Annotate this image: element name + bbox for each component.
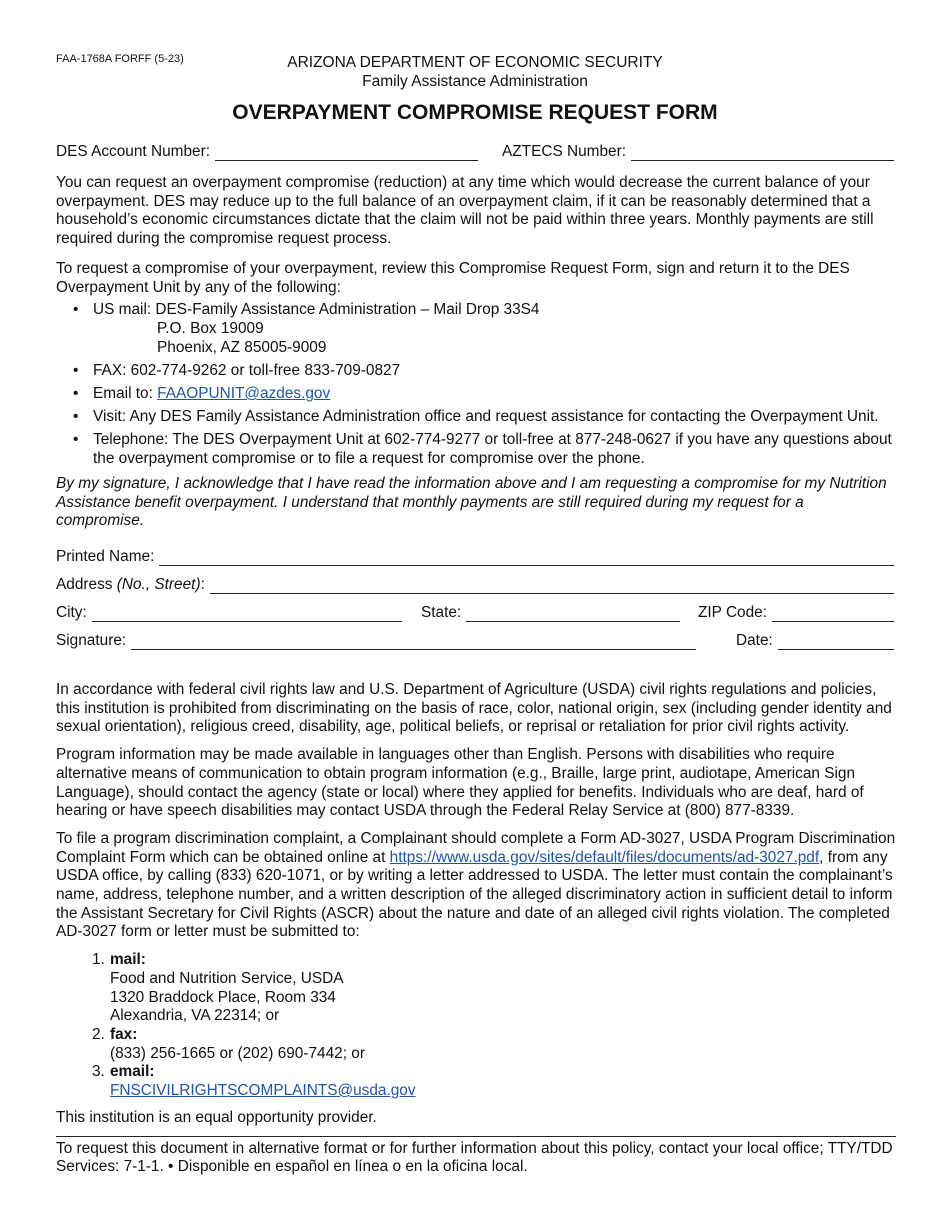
list-item-mail: 1. mail: Food and Nutrition Service, USDA 1320 Braddock Place, Room 334 Alexandria, VA 22314; or: [92, 951, 344, 1025]
address-field[interactable]: [56, 576, 894, 594]
equal-opportunity-statement: This institution is an equal opportunity provider.: [56, 1108, 377, 1126]
intro-section: [56, 174, 896, 531]
list-item-email: • Email to: FAAOPUNIT@azdes.gov: [56, 385, 896, 404]
zip-label: ZIP Code:: [698, 604, 768, 621]
civil-rights-paragraph-2: Program information may be made available in languages other than English. Persons with disabilities who require alternative means of communication to obtain program information (e.g., Braille, large print, audiotape, American Sign Language), should contact the agency (state or local) where they applied for benefits. Individuals who are deaf, hard of hearing or have speech disabilities may contact USDA through the Federal Relay Service at (800) 877-8339.: [56, 746, 864, 820]
state-input[interactable]: [466, 607, 680, 622]
date-input[interactable]: [778, 635, 894, 650]
division-name: Family Assistance Administration: [362, 73, 588, 90]
state-field[interactable]: [421, 604, 680, 622]
form-code: FAA-1768A FORFF (5-23): [56, 53, 184, 65]
signature-input[interactable]: [131, 635, 696, 650]
printed-name-label: Printed Name:: [56, 548, 155, 565]
city-input[interactable]: [92, 607, 402, 622]
ad-3027-link[interactable]: https://www.usda.gov/sites/default/files/documents/ad-3027.pdf: [389, 848, 820, 866]
intro-paragraph-1: You can request an overpayment compromise (reduction) at any time which would decrease the current balance of your overpayment. DES may reduce up to the full balance of an overpayment claim, if it can be reasonably determined that a household’s economic circumstances dictate that the claim will not be paid within three years. Monthly payments are still required during the compromise request process.: [56, 174, 874, 248]
aztecs-field[interactable]: [502, 143, 894, 161]
list-item-email: 3. email: FNSCIVILRIGHTSCOMPLAINTS@usda.gov: [92, 1063, 416, 1100]
des-account-input[interactable]: [215, 146, 478, 161]
city-field[interactable]: [56, 604, 402, 622]
list-item-visit: • Visit: Any DES Family Assistance Administration office and request assistance for contacting the Overpayment Unit.: [56, 408, 896, 427]
list-item-fax: 2. fax: (833) 256-1665 or (202) 690-7442; or: [92, 1025, 365, 1062]
list-item-fax: • FAX: 602-774-9262 or toll-free 833-709-0827: [56, 362, 896, 381]
civil-rights-section: [56, 681, 896, 1127]
civil-rights-paragraph-3: To file a program discrimination complaint, a Complainant should complete a Form AD-3027, USDA Program Discrimination Complaint Form which can be obtained online at https://www.usda.gov/sites/default/files/documents/ad-3027.pdf, from any USDA office, by calling (833) 620-1071, or by writing a letter addressed to USDA. The letter must contain the complainant’s name, address, telephone number, and a written description of the alleged discriminatory action in sufficient detail to inform the Assistant Secretary for Civil Rights (ASCR) about the nature and date of an alleged civil rights violation. The completed AD-3027 form or letter must be submitted to:: [56, 829, 896, 941]
acknowledgement-text: By my signature, I acknowledge that I have read the information above and I am requesting a compromise for my Nutrition Assistance benefit overpayment. I understand that monthly payments are still required during my request for a compromise.: [56, 474, 887, 530]
usda-email-link[interactable]: FNSCIVILRIGHTSCOMPLAINTS@usda.gov: [110, 1082, 416, 1100]
zip-field[interactable]: [698, 604, 894, 622]
page-title: OVERPAYMENT COMPROMISE REQUEST FORM: [232, 101, 718, 124]
list-item-telephone: • Telephone: The DES Overpayment Unit at 602-774-9277 or toll-free at 877-248-0627 if you have any questions about the overpayment compromise or to file a request for compromise over the phone.: [56, 431, 896, 468]
printed-name-field[interactable]: [56, 548, 894, 566]
zip-input[interactable]: [772, 607, 894, 622]
city-label: City:: [56, 604, 87, 621]
address-label: Address (No., Street):: [56, 576, 205, 593]
footer-text: To request this document in alternative format or for further information about this policy, contact your local office; TTY/TDD Services: 7-1-1. • Disponible en español en línea o en la oficina local.: [56, 1140, 893, 1175]
aztecs-input[interactable]: [631, 146, 894, 161]
signature-field[interactable]: [56, 632, 696, 650]
return-methods-list: [56, 301, 896, 469]
date-label: Date:: [736, 632, 773, 649]
civil-rights-paragraph-1: In accordance with federal civil rights law and U.S. Department of Agriculture (USDA) civil rights regulations and policies, this institution is prohibited from discriminating on the basis of race, color, national origin, sex (including gender identity and sexual orientation), religious creed, disability, age, political beliefs, or reprisal or retaliation for prior civil rights activity.: [56, 681, 892, 736]
email-link[interactable]: FAAOPUNIT@azdes.gov: [157, 385, 331, 403]
signature-label: Signature:: [56, 632, 127, 649]
des-account-field[interactable]: [56, 143, 478, 161]
agency-header: [0, 53, 950, 91]
aztecs-label: AZTECS Number:: [502, 143, 627, 160]
state-label: State:: [421, 604, 462, 621]
date-field[interactable]: [736, 632, 894, 650]
footer-divider: [56, 1136, 896, 1137]
list-item-mail: • US mail: DES-Family Assistance Administration – Mail Drop 33S4 P.O. Box 19009 Phoenix, AZ 85005-9009: [56, 301, 896, 357]
des-account-label: DES Account Number:: [56, 143, 210, 160]
submission-list: [56, 951, 896, 1101]
address-input[interactable]: [210, 579, 894, 594]
printed-name-input[interactable]: [159, 551, 894, 566]
intro-paragraph-2: To request a compromise of your overpayment, review this Compromise Request Form, sign and return it to the DES Overpayment Unit by any of the following:: [56, 259, 850, 296]
agency-name: ARIZONA DEPARTMENT OF ECONOMIC SECURITY: [287, 54, 663, 71]
